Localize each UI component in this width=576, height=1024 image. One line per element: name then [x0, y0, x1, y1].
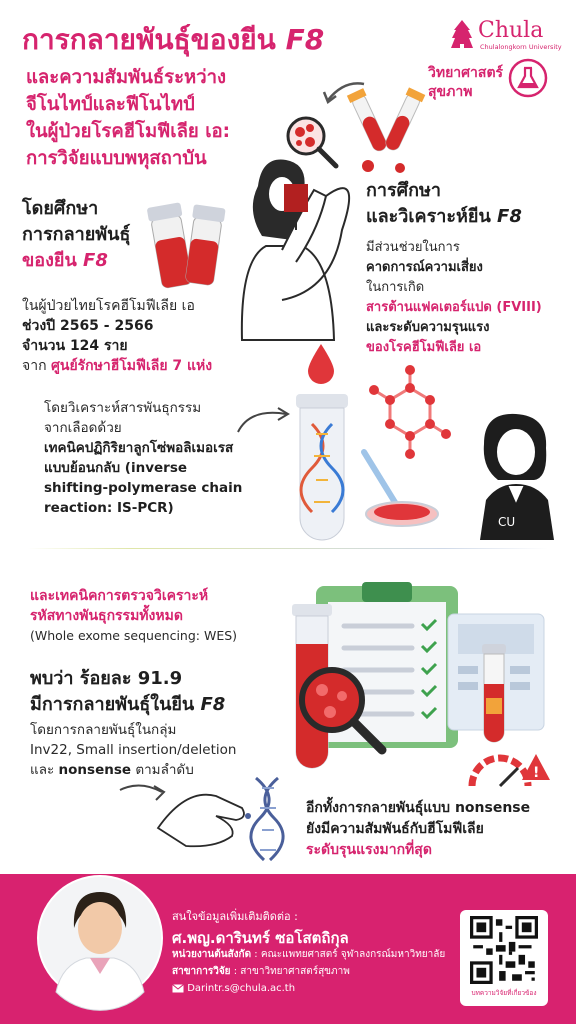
- portrait-photo: [36, 874, 164, 1002]
- subtitle-line: ในผู้ป่วยโรคฮีโมฟีเลีย เอ:: [26, 121, 231, 142]
- study-gene: F8: [83, 250, 108, 271]
- page-subtitle: [26, 64, 230, 172]
- result-line: [30, 692, 225, 718]
- patients-years: ช่วงปี 2565 - 2566: [22, 318, 154, 334]
- wes-line: และเทคนิคการตรวจวิเคราะห์: [30, 588, 209, 604]
- curved-arrow-icon: [236, 404, 292, 434]
- pipette-petri-icon: [356, 448, 442, 532]
- method-line: แบบย้อนกลับ (inverse: [44, 460, 188, 476]
- patients-line: ในผู้ป่วยไทยโรคฮีโมฟีเลีย เอ: [22, 298, 195, 314]
- molecule-icon: [368, 364, 452, 460]
- severity-line: ยังมีความสัมพันธ์กับฮีโมฟีเลีย: [306, 821, 484, 837]
- analysis-gene: F8: [497, 206, 522, 227]
- wes-line: (Whole exome sequencing: WES): [30, 628, 238, 643]
- severity-line: อีกทั้งการกลายพันธุ์แบบ nonsense: [306, 800, 531, 816]
- contact-unit-label: หน่วยงานต้นสังกัด: [172, 949, 252, 960]
- svg-text:CU: CU: [498, 515, 516, 529]
- analysis-line: มีส่วนช่วยในการ: [366, 240, 460, 255]
- study-line: [22, 248, 130, 274]
- faculty-line: วิทยาศาสตร์: [428, 65, 504, 81]
- result-order: ตามลำดับ: [135, 762, 194, 778]
- contact-program: [172, 963, 350, 980]
- analysis-body: [366, 238, 542, 358]
- analysis-line: ในการเกิด: [366, 280, 425, 295]
- analysis-line: ของโรคฮีโมฟีเลีย เอ: [366, 340, 482, 355]
- science-flask-icon: [508, 58, 548, 98]
- faculty-line: สุขภาพ: [428, 84, 473, 100]
- analysis-heading-line: การศึกษา: [366, 180, 441, 201]
- severity-line: ระดับรุนแรงมากที่สุด: [306, 842, 432, 858]
- dna-tube-icon: [290, 394, 354, 544]
- method-line: shifting-polymerase chain: [44, 480, 243, 496]
- analysis-line: สารต้านแฟคเตอร์แปด (FVIII): [366, 300, 542, 315]
- qr-caption: บทความวิจัยที่เกี่ยวข้อง: [471, 989, 537, 997]
- result-heading: [30, 666, 225, 718]
- blood-vials-icon: [144, 198, 226, 294]
- chula-logo-icon: [448, 18, 476, 52]
- method-text: [44, 398, 242, 518]
- study-line: การกลายพันธุ์: [22, 224, 131, 245]
- blood-tube-magnifier-icon: [286, 604, 396, 774]
- patients-centers: ศูนย์รักษาฮีโมฟีเลีย 7 แห่ง: [51, 358, 213, 374]
- analysis-line: คาดการณ์ความเสี่ยง: [366, 260, 483, 275]
- method-line: โดยวิเคราะห์สารพันธุกรรม: [44, 400, 202, 416]
- result-line: โดยการกลายพันธุ์ในกลุ่ม: [30, 722, 177, 738]
- patients-centers-line: [22, 356, 212, 376]
- researcher-icon: [222, 150, 372, 340]
- result-gene: F8: [200, 694, 226, 715]
- contact-email-row[interactable]: [172, 980, 295, 997]
- faculty-name: [428, 64, 503, 102]
- qr-code-icon[interactable]: [470, 916, 538, 984]
- section-divider: [28, 548, 548, 549]
- result-and: และ: [30, 762, 55, 778]
- subtitle-line: และความสัมพันธ์ระหว่าง: [26, 67, 227, 88]
- patients-centers-prefix: จาก: [22, 358, 47, 374]
- result-line: พบว่า ร้อยละ 91.9: [30, 668, 183, 689]
- result-line: Inv22, Small insertion/deletion: [30, 742, 237, 758]
- contact-program-value: : สาขาวิทยาศาสตร์สุขภาพ: [233, 966, 350, 977]
- method-line: เทคนิคปฏิกิริยาลูกโซ่พอลิเมอเรส: [44, 440, 234, 456]
- analysis-line: และระดับความรุนแรง: [366, 320, 490, 335]
- study-gene-prefix: ของยีน: [22, 250, 77, 271]
- logo-name: Chula: [478, 18, 544, 43]
- patients-count: จำนวน 124 ราย: [22, 338, 128, 354]
- subtitle-line: การวิจัยแบบพหุสถาบัน: [26, 148, 207, 169]
- contact-intro: สนใจข้อมูลเพิ่มเติมติดต่อ :: [172, 910, 298, 923]
- contact-program-label: สาขาการวิจัย: [172, 966, 231, 977]
- subtitle-line: จีโนไทป์และฟีโนไทป์: [26, 94, 195, 115]
- result-nonsense: nonsense: [58, 762, 132, 778]
- wes-line: รหัสทางพันธุกรรมทั้งหมด: [30, 608, 183, 624]
- scientist-cartoon-icon: [468, 408, 560, 540]
- contact-unit: [172, 946, 445, 963]
- contact-email[interactable]: Darintr.s@chula.ac.th: [187, 983, 296, 994]
- method-line: จากเลือดด้วย: [44, 420, 122, 436]
- method-line: reaction: IS-PCR): [44, 500, 174, 516]
- svg-text:!: !: [533, 765, 540, 781]
- analysis-heading: [366, 178, 522, 230]
- email-icon: [172, 984, 184, 993]
- blood-tube-small-icon: [478, 644, 510, 744]
- hand-dna-icon: [156, 768, 306, 868]
- contact-name: ศ.พญ.ดารินทร์ ซอโสตถิกุล: [172, 929, 349, 947]
- severity-note: [306, 798, 530, 861]
- study-heading: [22, 196, 130, 274]
- contact-unit-value: : คณะแพทยศาสตร์ จุฬาลงกรณ์มหาวิทยาลัย: [254, 949, 446, 960]
- title-main: การกลายพันธุ์ของยีน: [22, 23, 276, 56]
- wes-text: [30, 586, 237, 646]
- patients-info: [22, 296, 212, 376]
- severity-gauge-icon: [466, 746, 552, 796]
- logo-university: Chulalongkorn University: [480, 43, 562, 51]
- analysis-heading-prefix: และวิเคราะห์ยีน: [366, 206, 491, 227]
- page-title: [22, 18, 324, 62]
- study-line: โดยศึกษา: [22, 198, 99, 219]
- title-gene: F8: [285, 23, 325, 56]
- result-gene-prefix: มีการกลายพันธุ์ในยีน: [30, 694, 195, 715]
- analysis-heading-line: [366, 204, 522, 230]
- blood-drop-icon: [306, 342, 336, 386]
